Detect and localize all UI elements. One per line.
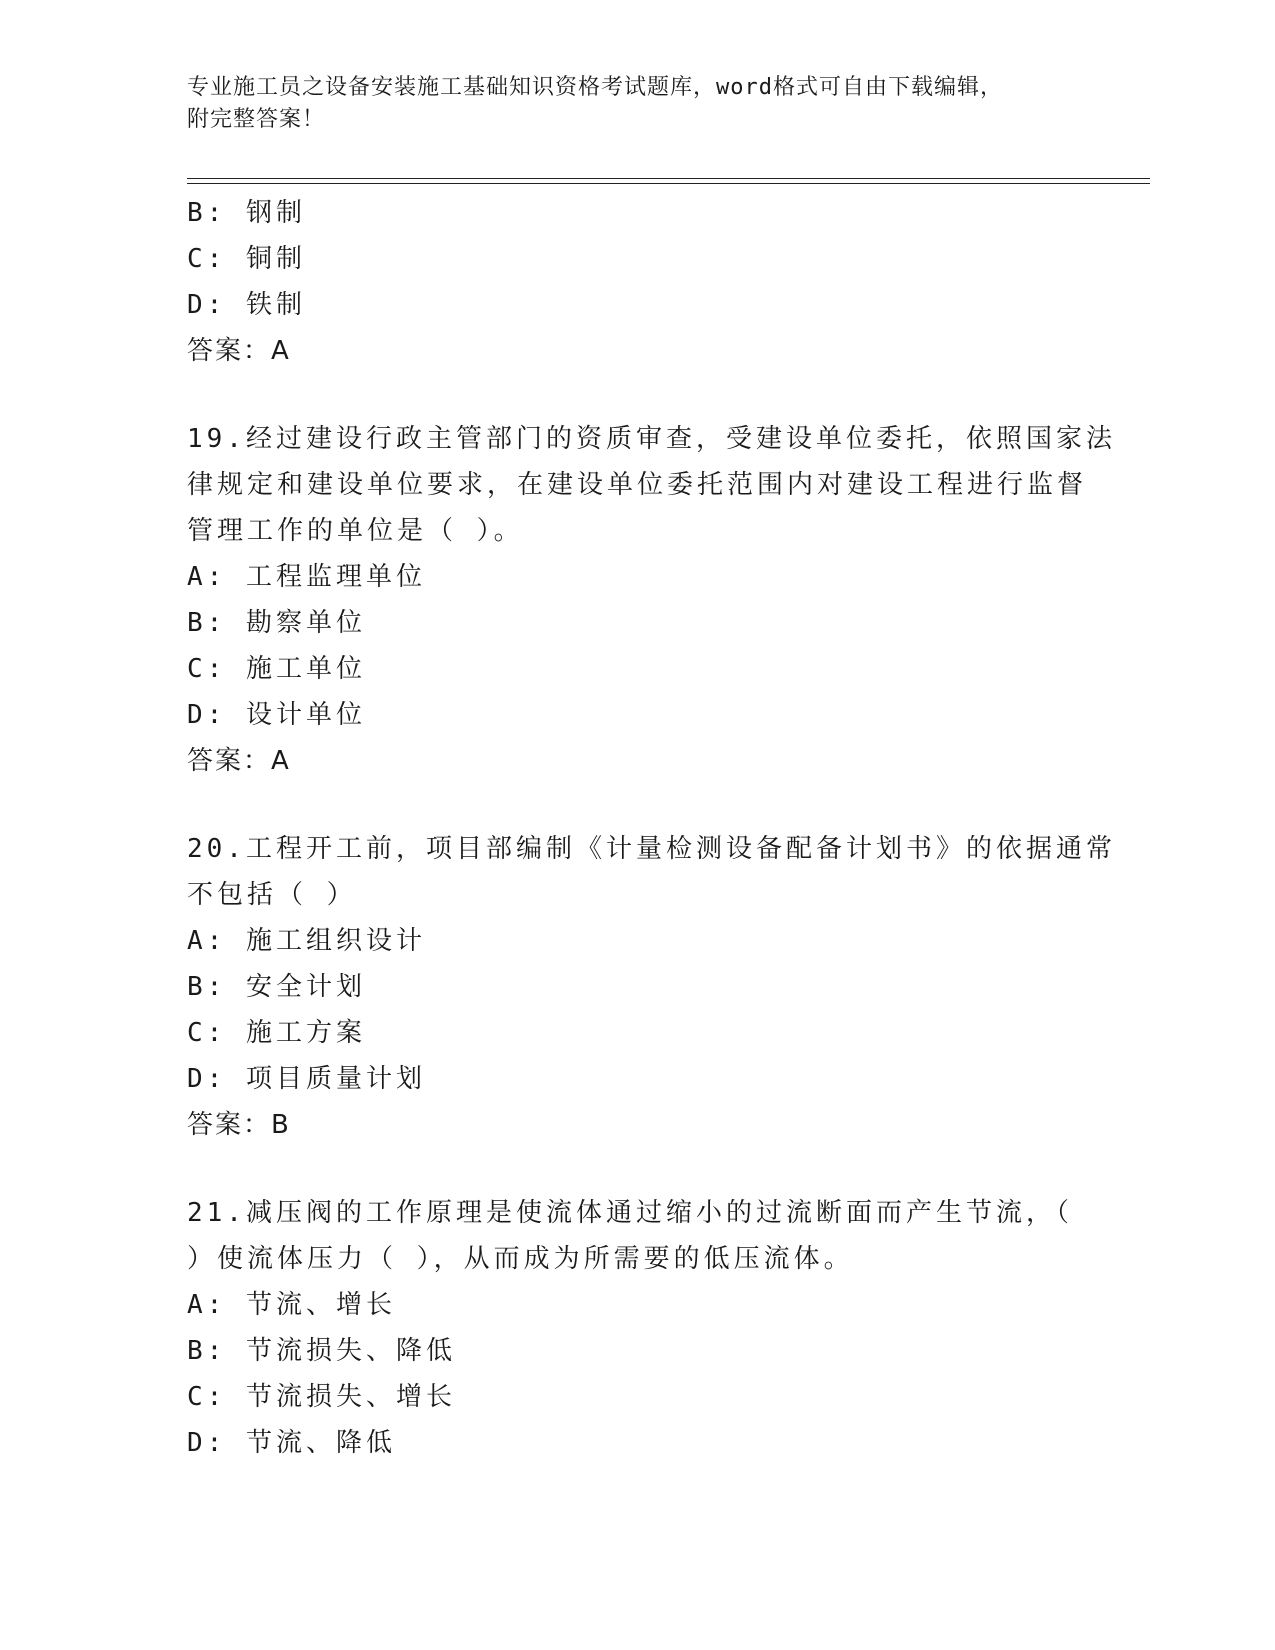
question-text-line: 20.工程开工前，项目部编制《计量检测设备配备计划书》的依据通常 [187,834,1116,864]
option-d: D: 项目质量计划 [187,1064,426,1094]
question-text-line: 不包括（ ） [187,880,357,910]
question-block-21 [187,1190,1087,1466]
answer-line: 答案：A [187,746,291,776]
option-c: C: 节流损失、增长 [187,1382,456,1412]
option-b: B: 钢制 [187,198,306,228]
option-a: A: 工程监理单位 [187,562,426,592]
option-b: B: 节流损失、降低 [187,1336,456,1366]
header-line-1: 专业施工员之设备安装施工基础知识资格考试题库，word格式可自由下载编辑， [187,75,1003,100]
option-d: D: 铁制 [187,290,306,320]
question-text-line: ）使流体压力（ ），从而成为所需要的低压流体。 [187,1244,854,1274]
option-c: C: 施工单位 [187,654,366,684]
question-list [187,190,1116,1466]
option-c: C: 铜制 [187,244,306,274]
question-block-20 [187,826,1116,1148]
answer-line: 答案：A [187,336,291,366]
option-d: D: 节流、降低 [187,1428,396,1458]
header-rule-top [187,178,1150,179]
option-c: C: 施工方案 [187,1018,366,1048]
option-d: D: 设计单位 [187,700,366,730]
option-a: A: 施工组织设计 [187,926,426,956]
question-block-partial [187,190,1087,374]
question-text-line: 21.减压阀的工作原理是使流体通过缩小的过流断面而产生节流，（ [187,1198,1073,1228]
question-block-19 [187,416,1116,784]
question-text-line: 管理工作的单位是（ ）。 [187,516,524,546]
question-text-line: 律规定和建设单位要求，在建设单位委托范围内对建设工程进行监督 [187,470,1088,500]
question-text-line: 19.经过建设行政主管部门的资质审查，受建设单位委托，依照国家法 [187,424,1116,454]
option-a: A: 节流、增长 [187,1290,396,1320]
header-line-2: 附完整答案！ [187,107,326,132]
document-header [187,72,1067,136]
option-b: B: 勘察单位 [187,608,366,638]
option-b: B: 安全计划 [187,972,366,1002]
answer-line: 答案：B [187,1110,291,1140]
header-rule-bottom [187,183,1150,184]
